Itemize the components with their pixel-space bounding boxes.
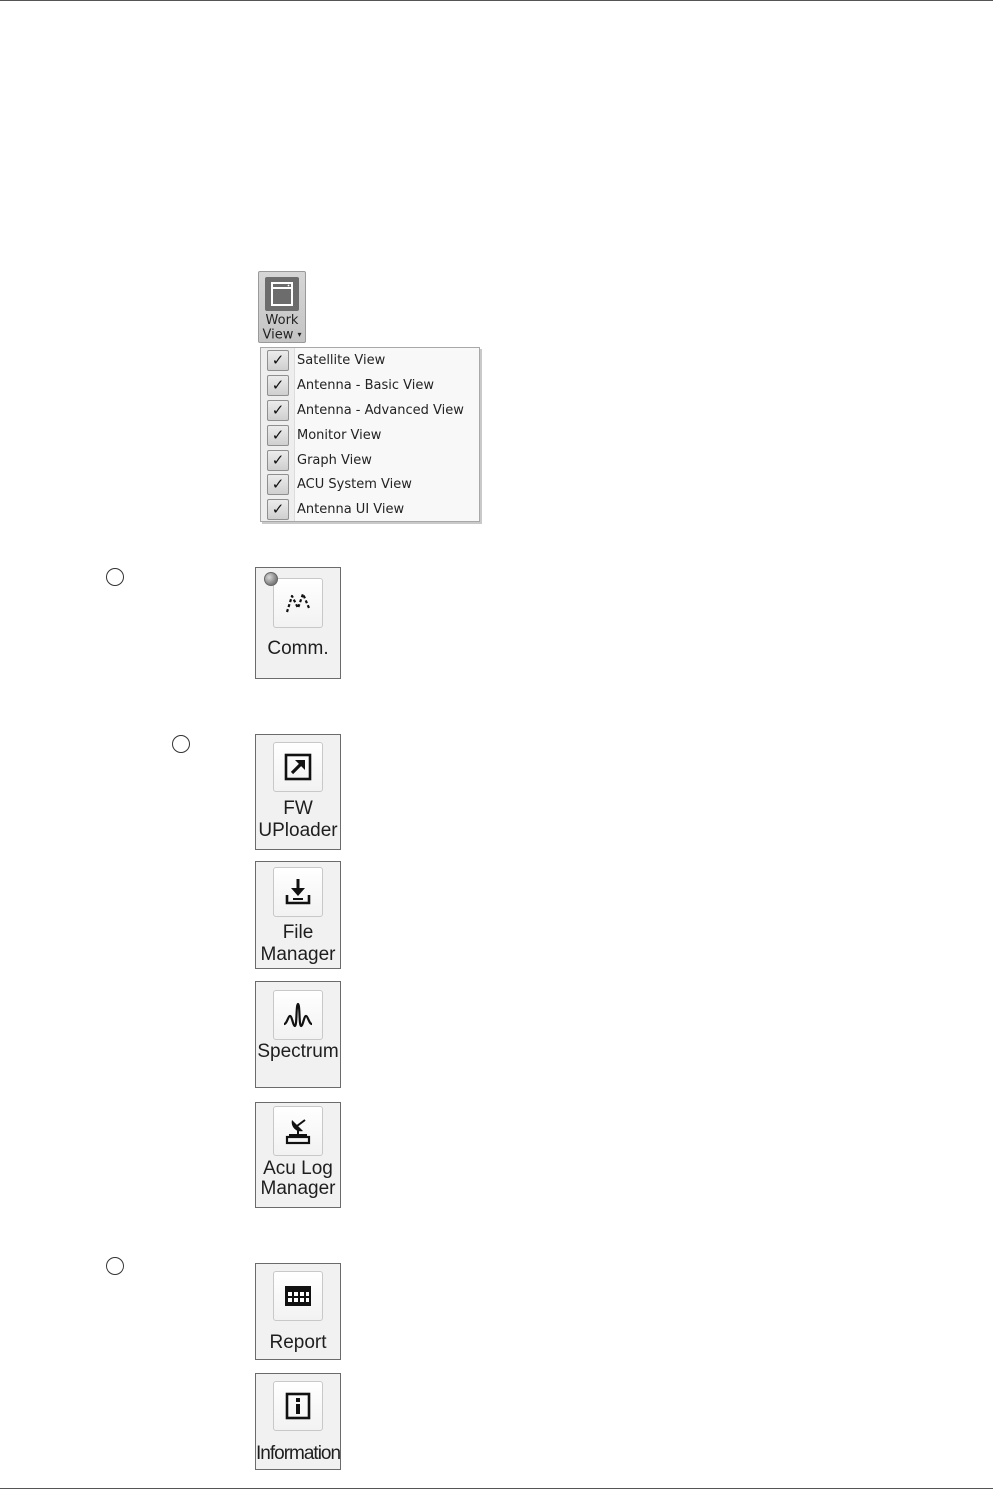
chevron-down-icon: ▾ (297, 330, 302, 339)
page-top-rule (0, 0, 993, 1)
checkmark-icon[interactable]: ✓ (267, 499, 289, 520)
acu-log-manager-button[interactable] (255, 1102, 341, 1208)
menu-item-label: Antenna UI View (297, 502, 405, 517)
acu-log-manager-label-line2: Manager (260, 1178, 336, 1199)
section-marker (172, 735, 190, 753)
spectrum-label: Spectrum (257, 1041, 339, 1062)
spectrum-wave-icon (273, 990, 323, 1040)
fw-uploader-button[interactable] (255, 734, 341, 850)
checkmark-icon[interactable]: ✓ (267, 375, 289, 396)
menu-item-label: Antenna - Basic View (297, 378, 435, 393)
info-icon (273, 1381, 323, 1431)
download-tray-icon (273, 867, 323, 917)
menu-item-graph-view[interactable] (261, 449, 479, 473)
menu-item-label: Satellite View (297, 353, 386, 368)
work-view-button[interactable] (258, 271, 306, 343)
checkmark-icon[interactable]: ✓ (267, 425, 289, 446)
window-icon (265, 277, 299, 311)
satellite-dish-icon (273, 1106, 323, 1156)
menu-item-label: Monitor View (297, 428, 382, 443)
work-view-label-line2: View (262, 327, 294, 343)
menu-item-antenna-ui-view[interactable] (261, 498, 479, 522)
section-marker (106, 1257, 124, 1275)
menu-item-label: Graph View (297, 453, 372, 468)
file-manager-button[interactable] (255, 861, 341, 969)
connection-status-indicator (264, 572, 278, 586)
menu-item-label: Antenna - Advanced View (297, 403, 464, 418)
menu-item-label: ACU System View (297, 477, 412, 492)
comm-label: Comm. (267, 638, 329, 659)
checkmark-icon[interactable]: ✓ (267, 474, 289, 495)
checkmark-icon[interactable]: ✓ (267, 350, 289, 371)
information-label: Information (256, 1443, 341, 1464)
spectrum-button[interactable] (255, 981, 341, 1088)
menu-item-monitor-view[interactable] (261, 424, 479, 448)
acu-log-manager-label-line1: Acu Log (263, 1158, 333, 1179)
checkmark-icon[interactable]: ✓ (267, 400, 289, 421)
comm-button[interactable] (255, 567, 341, 679)
menu-item-antenna-advanced-view[interactable] (261, 399, 479, 423)
upload-arrow-icon (273, 742, 323, 792)
section-marker (106, 568, 124, 586)
page-bottom-rule (0, 1488, 993, 1489)
menu-item-satellite-view[interactable] (261, 349, 479, 373)
work-view-dropdown-menu (260, 347, 480, 522)
checkmark-icon[interactable]: ✓ (267, 450, 289, 471)
fw-uploader-label-line1: FW (283, 798, 313, 819)
menu-item-acu-system-view[interactable] (261, 473, 479, 497)
report-label: Report (269, 1332, 327, 1353)
table-grid-icon (273, 1271, 323, 1321)
menu-item-antenna-basic-view[interactable] (261, 374, 479, 398)
work-view-label-line1: Work (265, 313, 299, 328)
work-view-label (259, 314, 305, 343)
comm-signal-icon (273, 578, 323, 628)
file-manager-label-line1: File (282, 922, 314, 943)
file-manager-label-line2: Manager (260, 944, 336, 965)
report-button[interactable] (255, 1263, 341, 1360)
fw-uploader-label-line2: UPloader (258, 820, 338, 841)
information-button[interactable] (255, 1373, 341, 1470)
